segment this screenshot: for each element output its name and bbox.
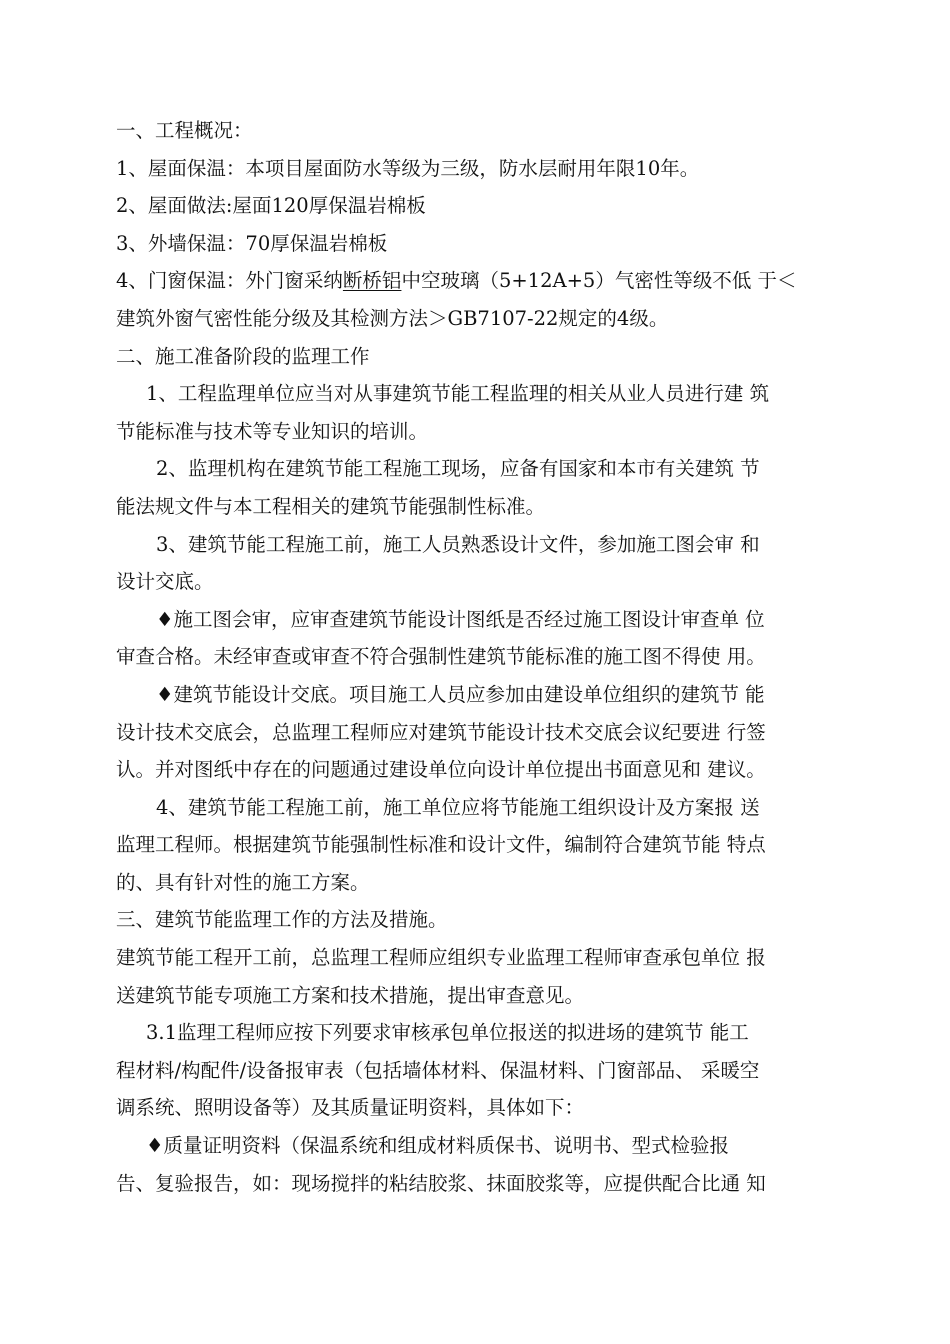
paragraph-line: 告、复验报告，如：现场搅拌的粘结胶浆、抹面胶浆等，应提供配合比通 知 [116,1171,766,1195]
paragraph-line: 节能标准与技术等专业知识的培训。 [116,419,429,443]
text-run: 中空玻璃（5+12A+5）气密性等级不低 于＜ [401,269,797,293]
section-heading-methods: 三、建筑节能监理工作的方法及措施。 [116,908,448,932]
paragraph-line: 设计交底。 [116,570,214,594]
paragraph-line [116,262,836,300]
paragraph-line: 调系统、照明设备等）及其质量证明资料，具体如下： [116,1096,585,1120]
underlined-term: 断桥铝 [342,269,402,293]
paragraph-line: 2、屋面做法:屋面120厚保温岩棉板 [116,194,426,218]
paragraph-line: 建筑节能工程开工前，总监理工程师应组织专业监理工程师审查承包单位 报 [116,946,766,970]
paragraph-line: 1、工程监理单位应当对从事建筑节能工程监理的相关从业人员进行建 筑 [146,382,770,406]
paragraph-line: 设计技术交底会，总监理工程师应对建筑节能设计技术交底会议纪要进 行签 [116,720,766,744]
paragraph-line: 审查合格。未经审查或审查不符合强制性建筑节能标准的施工图不得使 用。 [116,645,766,669]
section-heading-overview: 一、工程概况： [116,119,253,142]
bullet-line: ♦建筑节能设计交底。项目施工人员应参加由建设单位组织的建筑节 能 [156,682,765,706]
paragraph-line: 3、外墙保温：70厚保温岩棉板 [116,231,388,255]
paragraph-line: 能法规文件与本工程相关的建筑节能强制性标准。 [116,494,546,518]
section-heading-preparation: 二、施工准备阶段的监理工作 [116,344,370,368]
paragraph-line: 3.1监理工程师应按下列要求审核承包单位报送的拟进场的建筑节 能工 [146,1021,749,1045]
paragraph-line: 3、建筑节能工程施工前，施工人员熟悉设计文件，参加施工图会审 和 [156,532,760,556]
paragraph-line: 程材料/构配件/设备报审表（包括墙体材料、保温材料、门窗部品、 采暖空 [116,1058,760,1082]
text-run: 4、门窗保温：外门窗采纳 [116,269,343,293]
document-body [116,112,836,1202]
paragraph-line: 认。并对图纸中存在的问题通过建设单位向设计单位提出书面意见和 建议。 [116,758,766,782]
paragraph-line: 监理工程师。根据建筑节能强制性标准和设计文件，编制符合建筑节能 特点 [116,833,766,857]
paragraph-line: 的、具有针对性的施工方案。 [116,870,370,894]
paragraph-line: 1、屋面保温：本项目屋面防水等级为三级，防水层耐用年限10年。 [116,156,700,180]
bullet-line: ♦施工图会审，应审查建筑节能设计图纸是否经过施工图设计审查单 位 [156,607,765,631]
paragraph-line: 4、建筑节能工程施工前，施工单位应将节能施工组织设计及方案报 送 [156,795,760,819]
paragraph-line: 2、监理机构在建筑节能工程施工现场，应备有国家和本市有关建筑 节 [156,457,760,481]
paragraph-line: 送建筑节能专项施工方案和技术措施，提出审查意见。 [116,983,585,1007]
paragraph-line: 建筑外窗气密性能分级及其检测方法＞GB7107-22规定的4级。 [116,306,669,330]
bullet-line: ♦质量证明资料（保温系统和组成材料质保书、说明书、型式检验报 [146,1134,729,1158]
